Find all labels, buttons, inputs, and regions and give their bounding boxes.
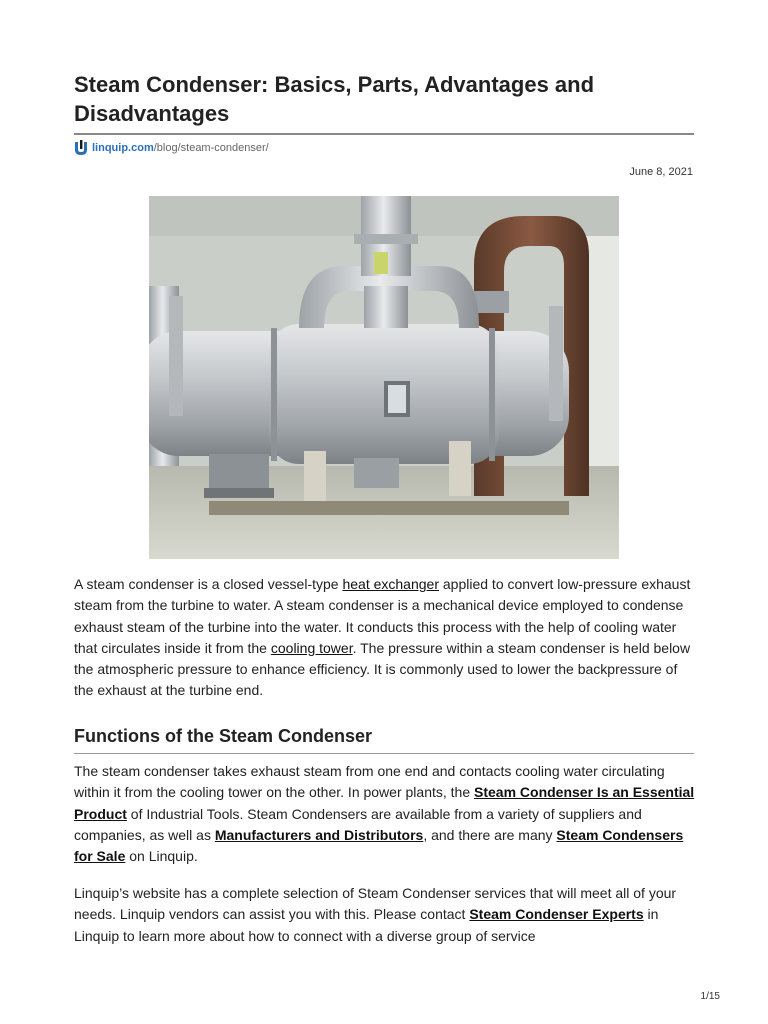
title-divider [74,133,694,135]
linquip-logo-icon [74,140,88,156]
page-number: 1/15 [700,991,720,1002]
steam-condenser-photo [149,196,619,559]
intro-paragraph [74,574,696,702]
heat-exchanger-link[interactable]: heat exchanger [342,576,439,592]
section-divider [74,753,694,754]
functions-text-1: The steam condenser takes exhaust steam from one end and contacts cooling water circulating within it from the cooling tower on the other. In power plants, the [74,763,665,801]
cooling-tower-link[interactable]: cooling tower [270,639,353,656]
intro-text-1: A steam condenser is a closed vessel-type [74,576,343,592]
intro-text-2: applied to convert low-pressure exhaust steam from the turbine to water. A steam condenser is a mechanical device employed to condense exhaust steam of the turbine into the water. It conducts this process with the help of cooling water that circulates inside it from the [74,576,691,656]
services-text-1: Linquip’s website has a complete selection of Steam Condenser services that will meet all of your needs. Linquip vendors can assist you with this. Please contact [74,885,677,923]
publish-date: June 8, 2021 [629,166,693,178]
manufacturers-distributors-link[interactable]: Manufacturers and Distributors [214,826,424,843]
section-heading-functions: Functions of the Steam Condenser [74,726,373,746]
condenser-experts-link[interactable]: Steam Condenser Experts [469,906,644,923]
functions-text-2: of Industrial Tools. Steam Condensers are available from a variety of suppliers and companies, as well as [74,805,642,843]
source-line[interactable] [74,140,269,156]
functions-text-3: , and there are many [423,826,557,843]
functions-paragraph [74,761,696,867]
condensers-for-sale-link[interactable]: Steam Condensers for Sale [74,826,684,865]
services-paragraph [74,883,696,947]
source-path: /blog/steam-condenser/ [153,142,269,154]
essential-product-link[interactable]: Steam Condenser Is an Essential Product [74,784,695,822]
intro-text-3: . The pressure within a steam condenser is held below the atmospheric pressure to enhance efficiency. It is commonly used to lower the backpressure of the exhaust at the turbine end. [74,639,691,699]
page-title: Steam Condenser: Basics, Parts, Advantages and Disadvantages [74,72,595,126]
functions-text-4: on Linquip. [125,848,198,865]
source-domain: linquip.com [92,142,154,154]
services-text-2: in Linquip to learn more about how to connect with a diverse group of service [74,906,659,944]
